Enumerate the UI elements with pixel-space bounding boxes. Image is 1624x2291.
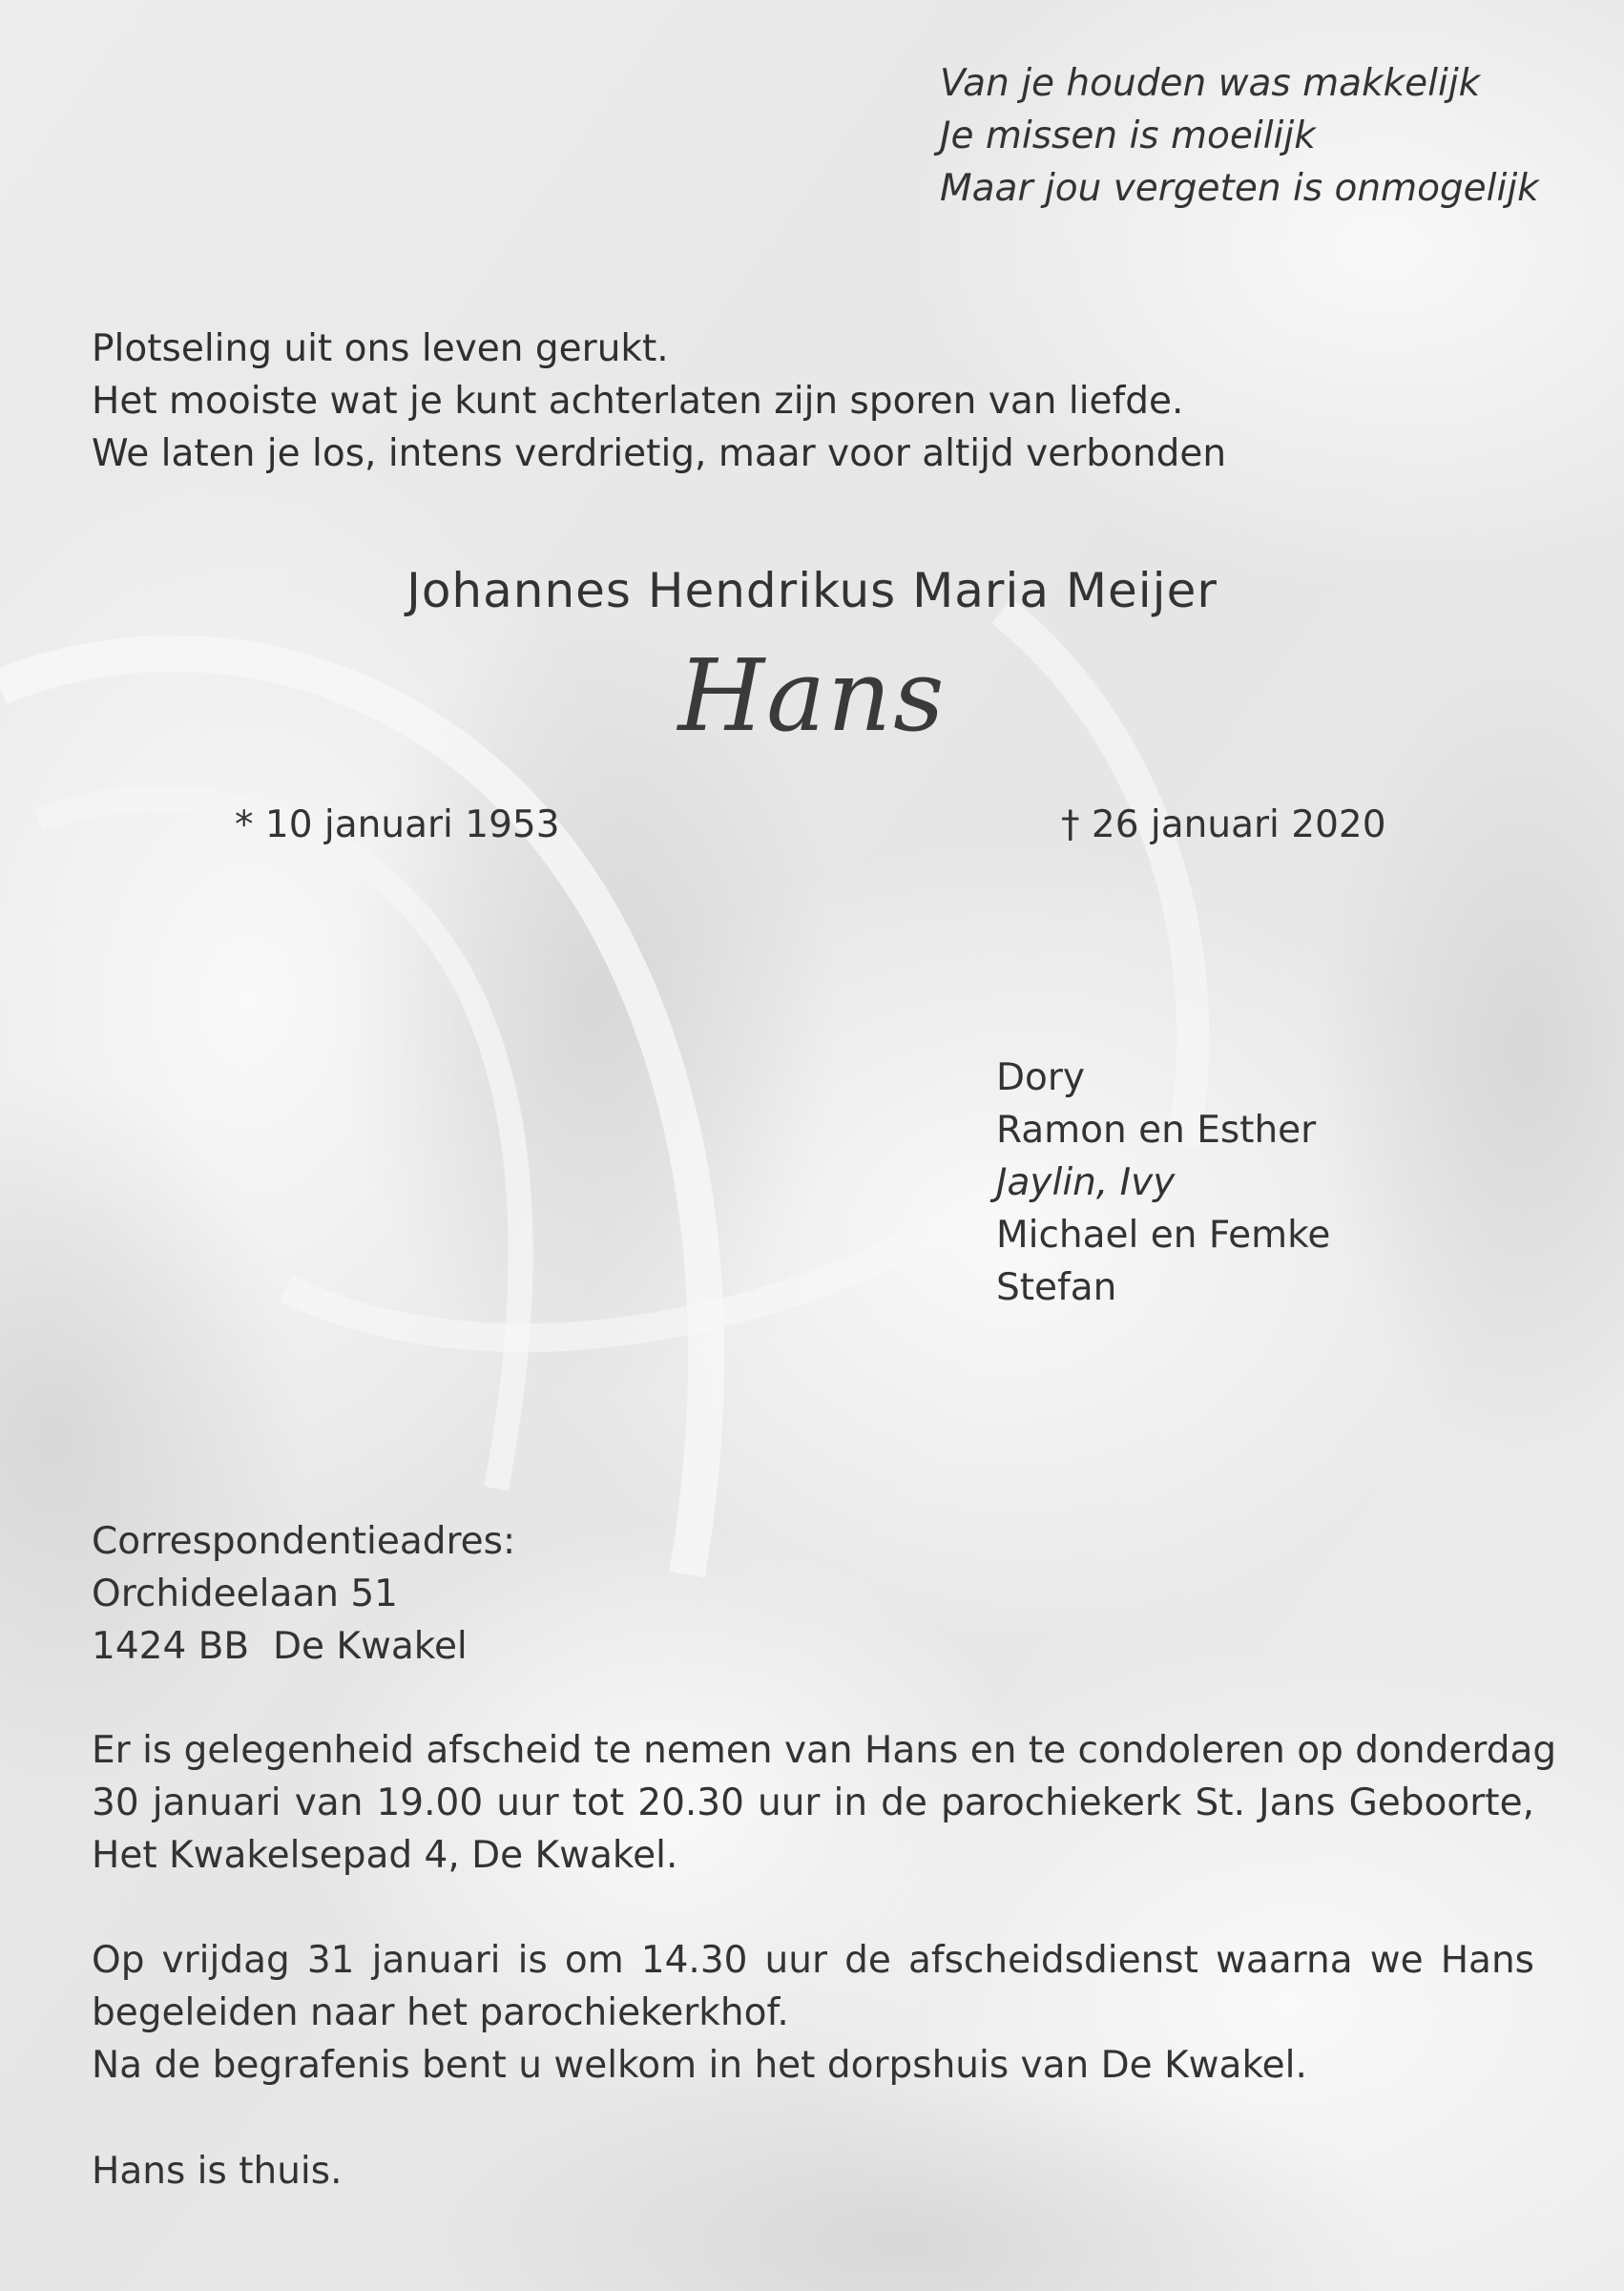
deceased-nickname: Hans [677,637,947,754]
address-city: 1424 BB De Kwakel [92,1625,468,1668]
poem-line: Je missen is moeilijk [940,115,1316,157]
paragraph-line: Het Kwakelsepad 4, De Kwakel. [92,1834,678,1877]
family-list [996,1052,1330,1314]
family-member: Michael en Femke [996,1214,1331,1257]
correspondence-address [92,1515,515,1673]
family-member: Stefan [996,1266,1117,1309]
deceased-full-name: Johannes Hendrikus Maria Meijer [406,563,1218,618]
address-street: Orchideelaan 51 [92,1572,398,1615]
family-member: Ramon en Esther [996,1109,1317,1152]
intro-line: We laten je los, intens verdrietig, maar voor altijd verbonden [92,432,1227,475]
closing-line: Hans is thuis. [92,2150,343,2193]
family-member: Dory [996,1056,1086,1099]
birth-date: * 10 januari 1953 [235,803,560,846]
paragraph-line: begeleiden naar het parochiekerkhof. [92,1991,789,2034]
service-paragraph [92,1934,1534,2092]
intro-line: Het mooiste wat je kunt achterlaten zijn sporen van liefde. [92,380,1184,423]
paragraph-line: Na de begrafenis bent u welkom in het dorpshuis van De Kwakel. [92,2044,1307,2087]
poem [940,57,1539,215]
farewell-paragraph [92,1724,1557,1882]
intro-line: Plotseling uit ons leven gerukt. [92,327,669,370]
paragraph-line: Er is gelegenheid afscheid te nemen van Hans en te condoleren op donderdag [92,1729,1557,1772]
poem-line: Van je houden was makkelijk [940,62,1481,105]
death-date: † 26 januari 2020 [1061,803,1386,846]
paragraph-line: 30 januari van 19.00 uur tot 20.30 uur in de parochiekerk St. Jans Geboorte, [92,1781,1534,1824]
intro-text [92,323,1226,480]
poem-line: Maar jou vergeten is onmogelijk [940,167,1539,210]
address-label: Correspondentieadres: [92,1520,516,1563]
paragraph-line: Op vrijdag 31 januari is om 14.30 uur de afscheidsdienst waarna we Hans [92,1939,1534,1982]
family-member-grandchildren: Jaylin, Ivy [996,1161,1176,1204]
